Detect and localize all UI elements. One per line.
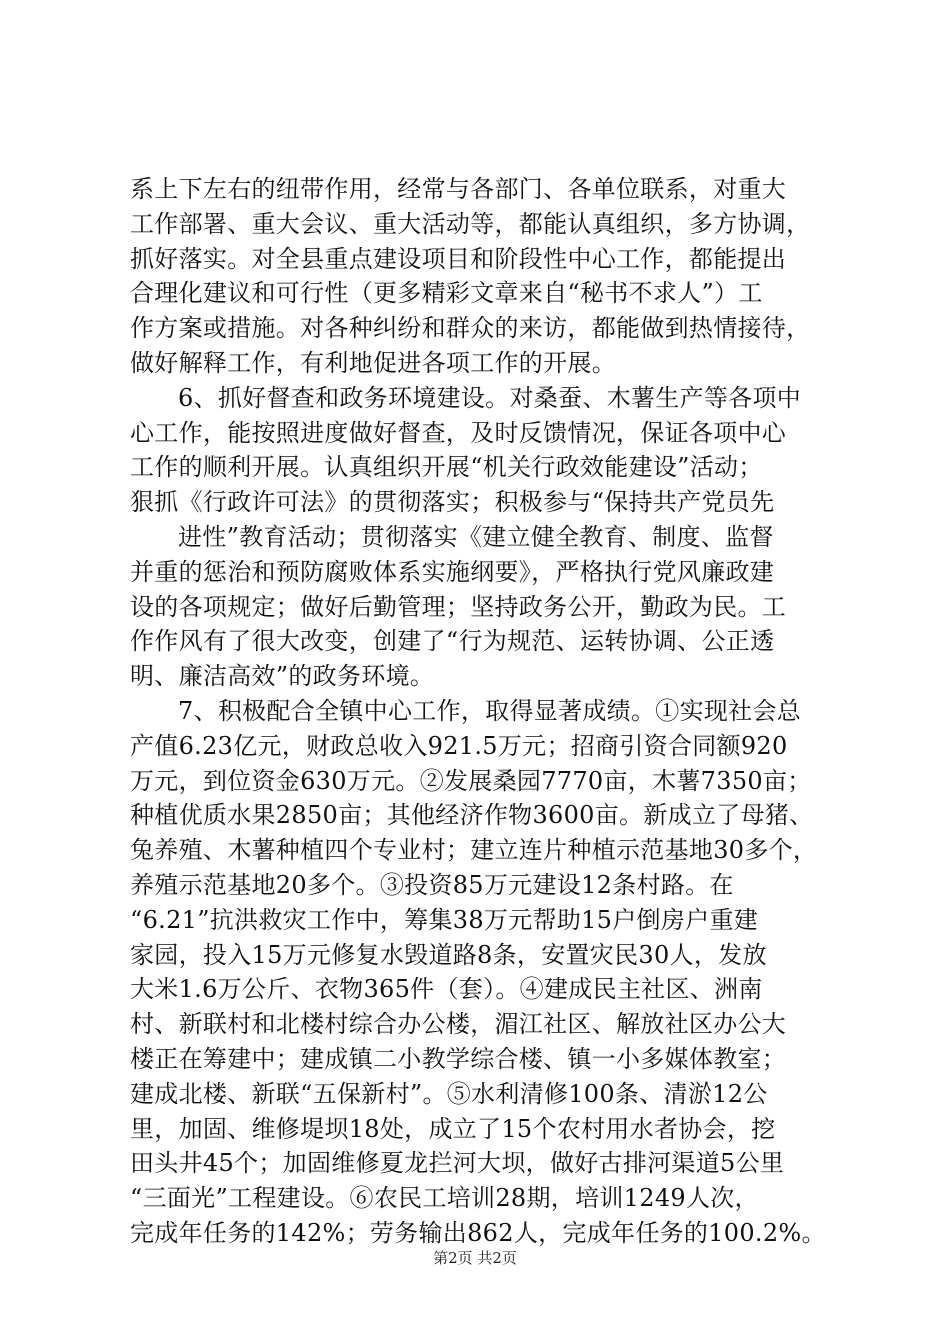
text-line: 完成年任务的142%；劳务输出862人，完成年任务的100.2%。 bbox=[130, 1218, 826, 1247]
text-line: 作作风有了很大改变，创建了“行为规范、运转协调、公正透 bbox=[130, 627, 775, 656]
text-line: “6.21”抗洪救灾工作中，筹集38万元帮助15户倒房户重建 bbox=[130, 905, 759, 934]
paragraph-start-line: 6、抓好督查和政务环境建设。对桑蚕、木薯生产等各项中 bbox=[178, 383, 802, 412]
text-line: 产值6.23亿元，财政总收入921.5万元；招商引资合同额920 bbox=[130, 731, 788, 760]
paragraph-start-line: 7、积极配合全镇中心工作，取得显著成绩。①实现社会总 bbox=[178, 696, 802, 725]
text-line: 楼正在筹建中；建成镇二小教学综合楼、镇一小多媒体教室； bbox=[130, 1044, 787, 1073]
text-line: 工作部署、重大会议、重大活动等，都能认真组织，多方协调， bbox=[130, 209, 811, 238]
text-line: 进性”教育活动；贯彻落实《建立健全教育、制度、监督 bbox=[178, 522, 774, 551]
text-line: 狠抓《行政许可法》的贯彻落实；积极参与“保持共产党员先 bbox=[130, 488, 775, 517]
text-line: 村、新联村和北楼村综合办公楼，湄江社区、解放社区办公大 bbox=[130, 1010, 787, 1039]
text-line: 作方案或措施。对各种纠纷和群众的来访，都能做到热情接待， bbox=[130, 314, 811, 343]
text-line: 设的各项规定；做好后勤管理；坚持政务公开，勤政为民。工 bbox=[130, 592, 787, 621]
text-line: 万元，到位资金630万元。②发展桑园7770亩，木薯7350亩； bbox=[130, 766, 812, 795]
text-line: 建成北楼、新联“五保新村”。⑤水利清修100条、清淤12公 bbox=[130, 1079, 768, 1108]
text-line: “三面光”工程建设。⑥农民工培训28期，培训1249人次， bbox=[130, 1184, 759, 1213]
text-line: 做好解释工作，有利地促进各项工作的开展。 bbox=[130, 348, 616, 377]
text-line: 兔养殖、木薯种植四个专业村；建立连片种植示范基地30多个， bbox=[130, 836, 818, 865]
text-line: 种植优质水果2850亩；其他经济作物3600亩。新成立了母猪、 bbox=[130, 801, 814, 830]
text-line: 抓好落实。对全县重点建设项目和阶段性中心工作，都能提出 bbox=[130, 244, 787, 273]
text-line: 明、廉洁高效”的政务环境。 bbox=[130, 662, 435, 691]
text-line: 家园，投入15万元修复水毁道路8条，安置灾民30人，发放 bbox=[130, 940, 767, 969]
text-line: 并重的惩治和预防腐败体系实施纲要》，严格执行党风廉政建 bbox=[130, 557, 775, 586]
text-line: 田头井45个；加固维修夏龙拦河大坝，做好古排河渠道5公里 bbox=[130, 1149, 785, 1178]
text-line: 合理化建议和可行性（更多精彩文章来自“秘书不求人”）工 bbox=[130, 279, 763, 308]
page-number-footer: 第2页 共2页 bbox=[433, 1249, 517, 1267]
text-line: 系上下左右的纽带作用，经常与各部门、各单位联系，对重大 bbox=[130, 175, 787, 203]
text-line: 工作的顺利开展。认真组织开展“机关行政效能建设”活动； bbox=[130, 453, 763, 482]
text-line: 里，加固、维修堤坝18处，成立了15个农村用水者协会，挖 bbox=[130, 1114, 776, 1143]
text-line: 养殖示范基地20多个。③投资85万元建设12条村路。在 bbox=[130, 870, 734, 899]
text-line: 大米1.6万公斤、衣物365件（套）。④建成民主社区、洲南 bbox=[130, 975, 763, 1004]
document-body bbox=[130, 172, 830, 1251]
text-line: 心工作，能按照进度做好督查，及时反馈情况，保证各项中心 bbox=[130, 418, 787, 447]
